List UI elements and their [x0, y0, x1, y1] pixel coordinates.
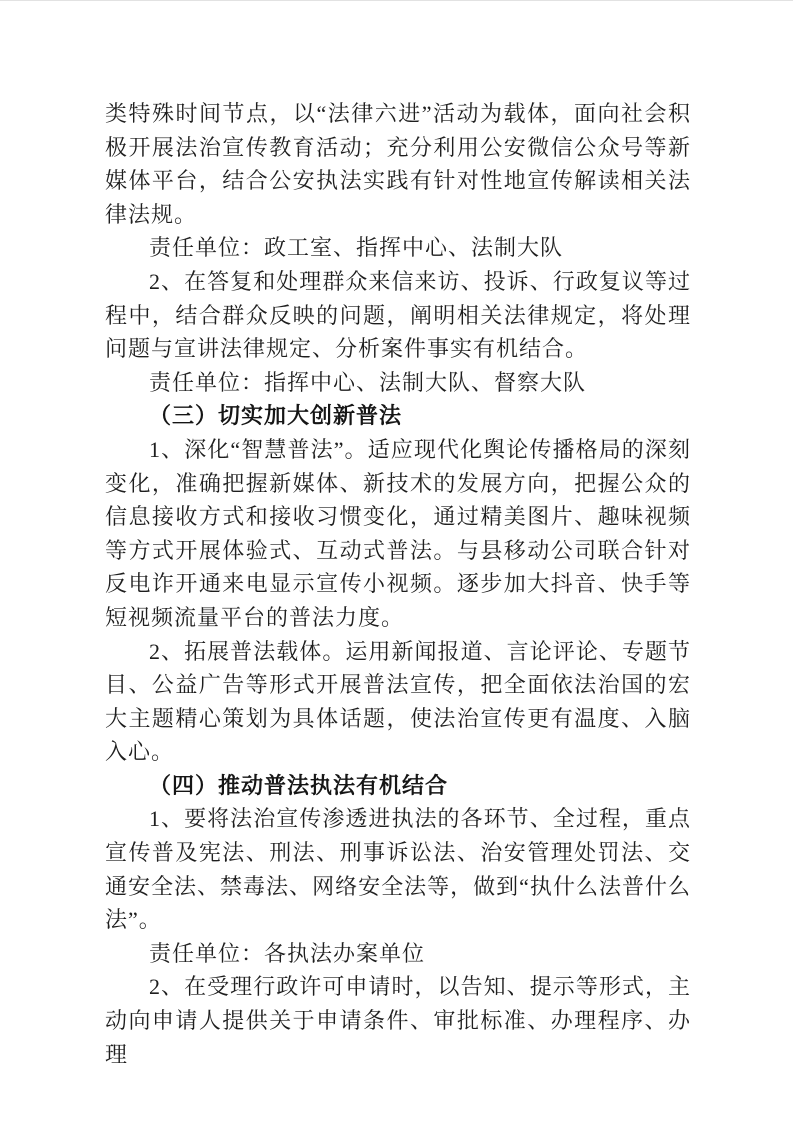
responsibility-line: 责任单位：指挥中心、法制大队、督察大队 — [149, 369, 587, 395]
section-heading-3: （三）切实加大创新普法 — [149, 403, 403, 429]
paragraph-continuation: 类特殊时间节点，以“法律六进”活动为载体，面向社会积极开展法治宣传教育活动；充分利用公安微信公众号等新媒体平台，结合公安执法实践有针对性地宣传解读相关法律法规。 — [105, 101, 691, 227]
document-content — [105, 97, 691, 1071]
paragraph: 1、要将法治宣传渗透进执法的各环节、全过程，重点宣传普及宪法、刑法、刑事诉讼法、治安管理处罚法、交通安全法、禁毒法、网络安全法等，做到“执什么法普什么法”。 — [105, 806, 691, 933]
responsibility-line: 责任单位：政工室、指挥中心、法制大队 — [149, 235, 564, 261]
paragraph: 1、深化“智慧普法”。适应现代化舆论传播格局的深刻变化，准确把握新媒体、新技术的发展方向，把握公众的信息接收方式和接收习惯变化，通过精美图片、趣味视频等方式开展体验式、互动式普法。与县移动公司联合针对反电诈开通来电显示宣传小视频。逐步加大抖音、快手等短视频流量平台的普法力度。 — [105, 436, 691, 630]
page-top-edge-line — [0, 0, 793, 1]
section-heading-4: （四）推动普法执法有机结合 — [149, 772, 449, 798]
paragraph: 2、在答复和处理群众来信来访、投诉、行政复议等过程中，结合群众反映的问题，阐明相关法律规定，将处理问题与宣讲法律规定、分析案件事实有机结合。 — [105, 268, 691, 362]
paragraph: 2、拓展普法载体。运用新闻报道、言论评论、专题节目、公益广告等形式开展普法宣传，把全面依法治国的宏大主题精心策划为具体话题，使法治宣传更有温度、入脑入心。 — [105, 638, 691, 765]
paragraph-incomplete: 2、在受理行政许可申请时，以告知、提示等形式，主动向申请人提供关于申请条件、审批标准、办理程序、办理 — [105, 974, 691, 1067]
responsibility-line: 责任单位：各执法办案单位 — [149, 940, 426, 966]
